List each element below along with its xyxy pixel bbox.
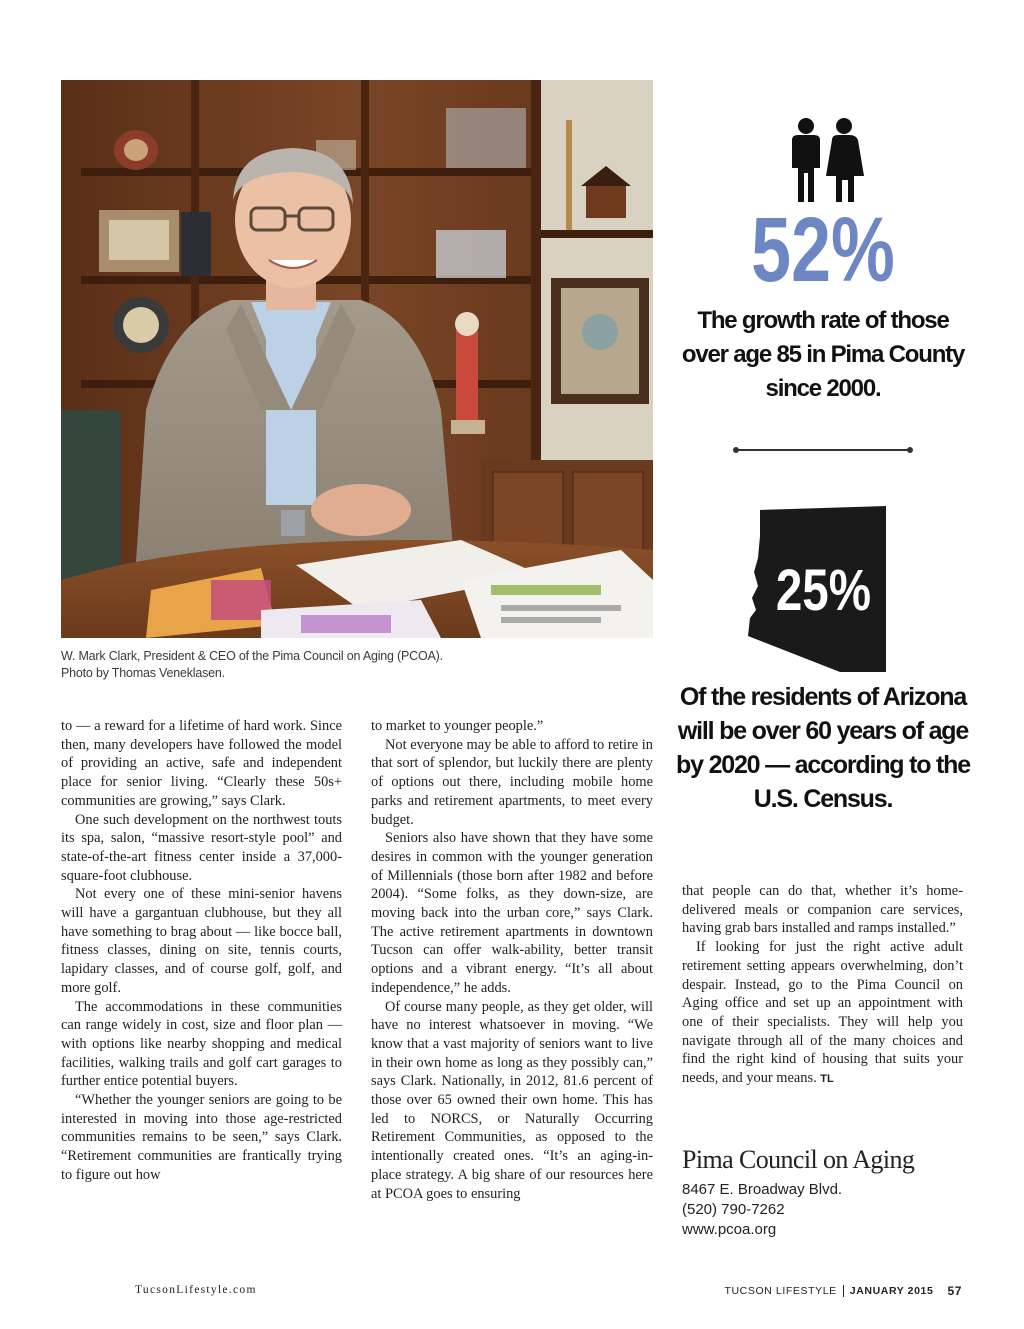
footer-issue: JANUARY 2015: [849, 1285, 934, 1297]
end-mark: TL: [820, 1073, 834, 1086]
footer-separator: [843, 1285, 844, 1297]
phone-number: (520) 790-7262: [682, 1201, 785, 1218]
paragraph: Seniors also have shown that they have some desires in common with the younger generation of Millennials (those born after 1982 and before 2004). “Some folks, as they down-size, are moving back into the urban core,” says Clark. The active retirement apartments in downtown Tucson can offer walk-ability, better transit options and a vibrant energy. “It’s all about independence,” he adds.: [371, 830, 653, 996]
stat-25-percent: 25%: [775, 558, 872, 624]
elderly-couple-icon: [786, 118, 866, 202]
photo-caption: [61, 648, 661, 682]
footer-site: TucsonLifestyle.com: [135, 1284, 257, 1296]
organization-name: Pima Council on Aging: [682, 1145, 915, 1174]
contact-info: [682, 1180, 962, 1240]
paragraph: Not every one of these mini-senior havens will have a gargantuan clubhouse, but they all have something to brag about — like bocce ball, fitness classes, dining on site, tennis courts, lapidary classes, and of course golf, golf, and more golf.: [61, 886, 342, 996]
stat-52-percent: 52%: [751, 199, 895, 301]
address: 8467 E. Broadway Blvd.: [682, 1181, 843, 1198]
article-column-1: [61, 717, 342, 1185]
arizona-map-icon: [748, 506, 888, 672]
footer-magazine: TUCSON LIFESTYLE: [724, 1285, 837, 1297]
portrait-photo: [61, 80, 653, 638]
sidebar-divider: [736, 449, 910, 451]
stat-2-description: Of the residents of Arizona will be over 60 years of age by 2020 — according to the U.S. Census.: [676, 683, 970, 813]
article-column-2: [371, 717, 653, 1203]
paragraph: that people can do that, whether it’s home-delivered meals or companion care services, having grab bars installed and ramps installed.”: [682, 883, 963, 937]
paragraph: Not everyone may be able to afford to retire in that sort of splendor, but luckily there are plenty of options out there, including mobile home parks and retirement apartments, to meet every budget.: [371, 736, 653, 828]
paragraph: [682, 938, 963, 1089]
stat-1-description: The growth rate of those over age 85 in Pima County since 2000.: [681, 307, 965, 402]
paragraph-text: If looking for just the right active adult retirement setting appears overwhelming, don’t despair. Instead, go to the Pima Council on Aging office and set up an appointment with one of their specialists. They will help you navigate through all of the many choices and find the right kind of housing that suits your needs, and your means.: [682, 939, 963, 1087]
footer-folio: [724, 1284, 962, 1298]
website-link[interactable]: www.pcoa.org: [682, 1221, 777, 1238]
article-column-3: [682, 882, 963, 1089]
caption-line-2: Photo by Thomas Veneklasen.: [61, 666, 225, 680]
paragraph: One such development on the northwest touts its spa, salon, “massive resort-style pool” and state-of-the-art fitness center inside a 37,000-square-foot clubhouse.: [61, 811, 342, 884]
paragraph: Of course many people, as they get older, will have no interest whatsoever in moving. “We know that a vast majority of seniors want to live in their own home as long as they possibly can,” says Clark. Nationally, in 2012, 81.6 percent of those over 65 owned their own home. This has led to NORCS, or Naturally Occurring Retirement Communities, as opposed to the intentionally created ones. “It’s an aging-in-place strategy. A big share of our resources here at PCOA goes to ensuring: [371, 998, 653, 1202]
paragraph: “Whether the younger seniors are going to be interested in moving into those age-restricted communities remains to be seen,” says Clark. “Retirement communities are frantically trying to figure out how: [61, 1092, 342, 1183]
paragraph: The accommodations in these communities can range widely in cost, size and floor plan — with options like nearby shopping and medical facilities, walking trails and golf cart garages to further entice potential buyers.: [61, 998, 342, 1090]
paragraph: to market to younger people.”: [371, 718, 544, 734]
caption-line-1: W. Mark Clark, President & CEO of the Pima Council on Aging (PCOA).: [61, 649, 443, 663]
paragraph: to — a reward for a lifetime of hard work. Since then, many developers have followed the model of providing an active, safe and independent place for senior living. “Clearly these 50s+ communities are growing,” says Clark.: [61, 718, 342, 809]
page-number: 57: [947, 1284, 962, 1298]
